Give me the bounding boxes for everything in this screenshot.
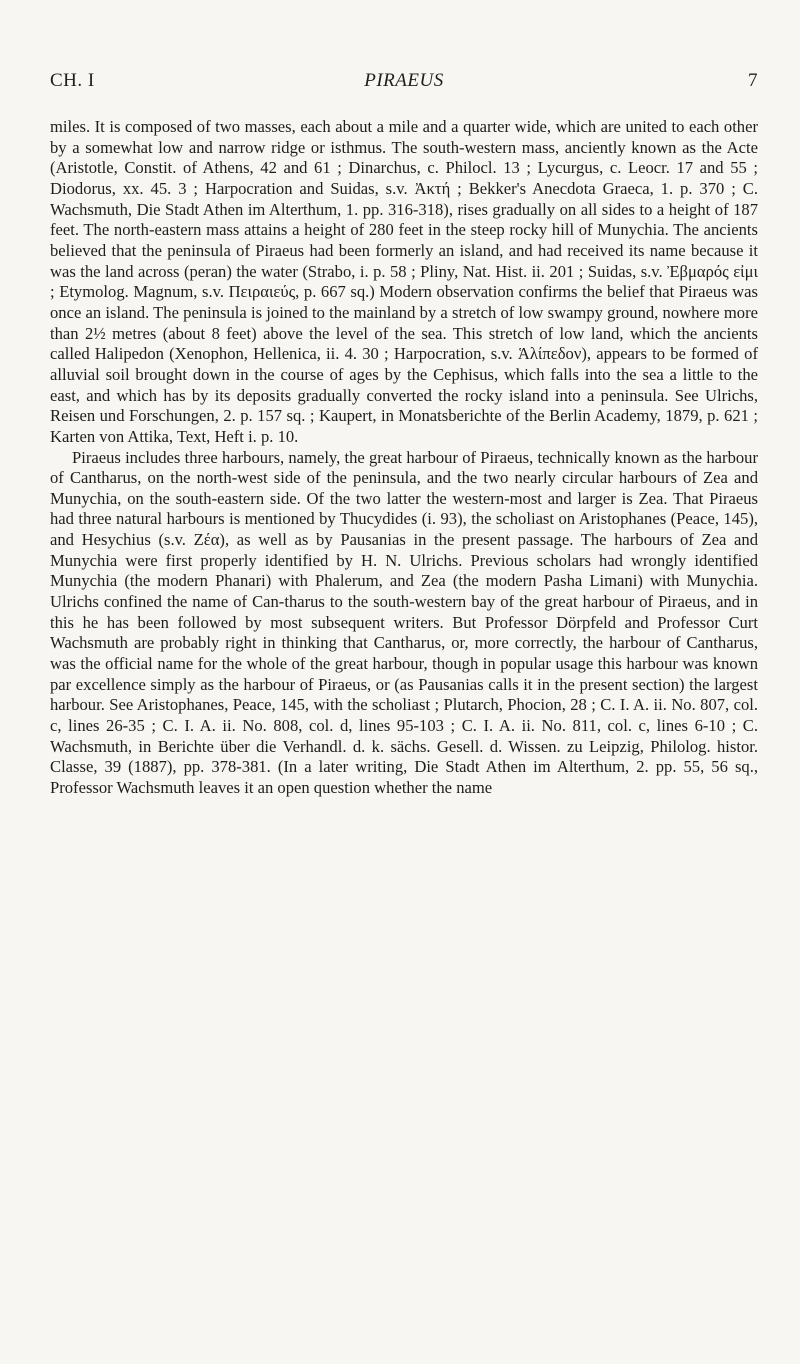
paragraph-2: Piraeus includes three harbours, namely, the great harbour of Piraeus, technically known as the harbour of Cantharus, on the north-west side of the peninsula, and the two nearly circular harbours of Zea and Munychia, on the south-eastern side. Of the two latter the western-most and larger is Zea. That Piraeus had three natural harbours is mentioned by Thucydides (i. 93), the scholiast on Aristophanes (Peace, 145), and Hesychius (s.v. Ζέα), as well as by Pausanias in the present passage. The harbours of Zea and Munychia were first properly identified by H. N. Ulrichs. Previous scholars had wrongly identified Munychia (the modern Phanari) with Phalerum, and Zea (the modern Pasha Limani) with Munychia. Ulrichs confined the name of Can-tharus to the south-western bay of the great harbour of Piraeus, and in this he has been followed by most subsequent writers. But Professor Dörpfeld and Professor Curt Wachsmuth are probably right in thinking that Cantharus, or, more correctly, the harbour of Cantharus, was the official name for the whole of the great harbour, though in popular usage this harbour was known par excellence simply as the harbour of Piraeus, or (as Pausanias calls it in the present section) the largest harbour. See Aristophanes, Peace, 145, with the scholiast ; Plutarch, Phocion, 28 ; C. I. A. ii. No. 807, col. c, lines 26-35 ; C. I. A. ii. No. 808, col. d, lines 95-103 ; C. I. A. ii. No. 811, col. c, lines 6-10 ; C. Wachsmuth, in Berichte über die Verhandl. d. k. sächs. Gesell. d. Wissen. zu Leipzig, Philolog. histor. Classe, 39 (1887), pp. 378-381. (In a later writing, Die Stadt Athen im Alterthum, 2. pp. 55, 56 sq., Professor Wachsmuth leaves it an open question whether the name [50, 447, 758, 797]
running-title: PIRAEUS [364, 70, 444, 91]
page-number: 7 [748, 70, 758, 91]
body-text [50, 117, 758, 799]
chapter-label: CH. I [50, 70, 95, 91]
paragraph-1: miles. It is composed of two masses, each about a mile and a quarter wide, which are united to each other by a somewhat low and narrow ridge or isthmus. The south-western mass, anciently known as the Acte (Aristotle, Constit. of Athens, 42 and 61 ; Dinarchus, c. Philocl. 13 ; Lycurgus, c. Leocr. 17 and 55 ; Diodorus, xx. 45. 3 ; Harpocration and Suidas, s.v. Ἀκτή ; Bekker's Anecdota Graeca, 1. p. 370 ; C. Wachsmuth, Die Stadt Athen im Alterthum, 1. pp. 316-318), rises gradually on all sides to a height of 187 feet. The north-eastern mass attains a height of 280 feet in the steep rocky hill of Munychia. The ancients believed that the peninsula of Piraeus had been formerly an island, and had received its name because it was the land across (peran) the water (Strabo, i. p. 58 ; Pliny, Nat. Hist. ii. 201 ; Suidas, s.v. Ἐβμαρός εἰμι ; Etymolog. Magnum, s.v. Πειραιεύς, p. 667 sq.) Modern observation confirms the belief that Piraeus was once an island. The peninsula is joined to the mainland by a stretch of low swampy ground, nowhere more than 2½ metres (about 8 feet) above the level of the sea. This stretch of low land, which the ancients called Halipedon (Xenophon, Hellenica, ii. 4. 30 ; Harpocration, s.v. Ἁλίπεδον), appears to be formed of alluvial soil brought down in the course of ages by the Cephisus, which falls into the sea a little to the east, and which has by its deposits gradually converted the rocky island into a peninsula. See Ulrichs, Reisen und Forschungen, 2. p. 157 sq. ; Kaupert, in Monatsberichte of the Berlin Academy, 1879, p. 621 ; Karten von Attika, Text, Heft i. p. 10. [50, 117, 759, 446]
running-head [50, 70, 758, 98]
